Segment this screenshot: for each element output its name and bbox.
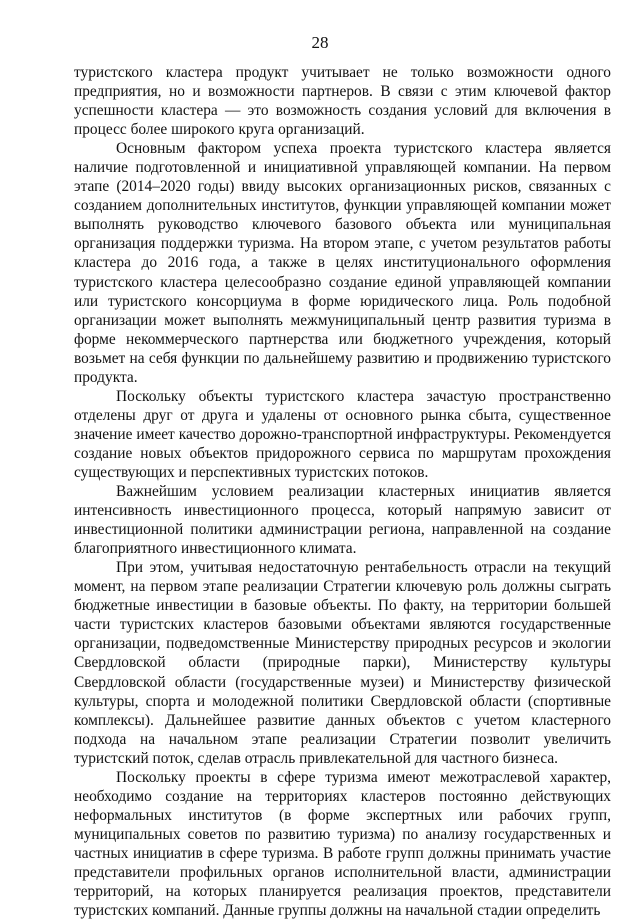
paragraph-management-company: Основным фактором успеха проекта туристского кластера является наличие подготовленной и инициативной управляющей компании. На первом этапе (2014–2020 годы) ввиду высоких организационных рисков, связанных с созданием дополнительных институтов, функции управляющей компании может выполнять руководство ключевого базового объекта или муниципальная организация поддержки туризма. На втором этапе, с учетом результатов работы кластера до 2016 года, а также в целях институционального оформления туристского кластера целесообразно создание единой управляющей компании или туристского консорциума в форме юридического лица. Роль подобной организации может выполнять межмуниципальный центр развития туризма в форме некоммерческого партнерства или бюджетного учреждения, который возьмет на себя функции по дальнейшему развитию и продвижению туристского продукта.: [74, 140, 611, 386]
body-text: [74, 63, 611, 920]
paragraph-investment-process: Важнейшим условием реализации кластерных инициатив является интенсивность инвестиционного процесса, который напрямую зависит от инвестиционной политики администрации региона, направленной на создание благоприятного инвестиционного климата.: [74, 483, 611, 558]
paragraph-continued: туристского кластера продукт учитывает не только возможности одного предприятия, но и возможности партнеров. В связи с этим ключевой фактор успешности кластера — это возможность создания условий для включения в процесс более широкого круга организаций.: [74, 64, 611, 139]
paragraph-budget-investments: При этом, учитывая недостаточную рентабельность отрасли на текущий момент, на первом этапе реализации Стратегии ключевую роль должны сыграть бюджетные инвестиции в базовые объекты. По факту, на территории большей части туристских кластеров базовыми объектами являются государственные организации, подведомственные Министерству природных ресурсов и экологии Свердловской области (природные парки), Министерству культуры Свердловской области (государственные музеи) и Министерству физической культуры, спорта и молодежной политики Свердловской области (спортивные комплексы). Дальнейшее развитие данных объектов с учетом кластерного подхода на начальном этапе реализации Стратегии позволит увеличить туристский поток, сделав отрасль привлекательной для частного бизнеса.: [74, 559, 611, 767]
paragraph-transport-infrastructure: Поскольку объекты туристского кластера зачастую пространственно отделены друг от друга и удалены от основного рынка сбыта, существенное значение имеет качество дорожно-транспортной инфраструктуры. Рекомендуется создание новых объектов придорожного сервиса по маршрутам прохождения существующих и перспективных туристских потоков.: [74, 387, 611, 481]
page-number: 28: [311, 33, 329, 52]
paragraph-informal-institutions: Поскольку проекты в сфере туризма имеют межотраслевой характер, необходимо создание на территориях кластеров постоянно действующих неформальных институтов (в форме экспертных или рабочих групп, муниципальных советов по развитию туризма) по анализу государственных и частных инициатив в сфере туризма. В работе групп должны принимать участие представители профильных органов исполнительной власти, администрации территорий, на которых планируется реализация проектов, представители туристских компаний. Данные группы должны на начальной стадии определить: [74, 768, 611, 920]
